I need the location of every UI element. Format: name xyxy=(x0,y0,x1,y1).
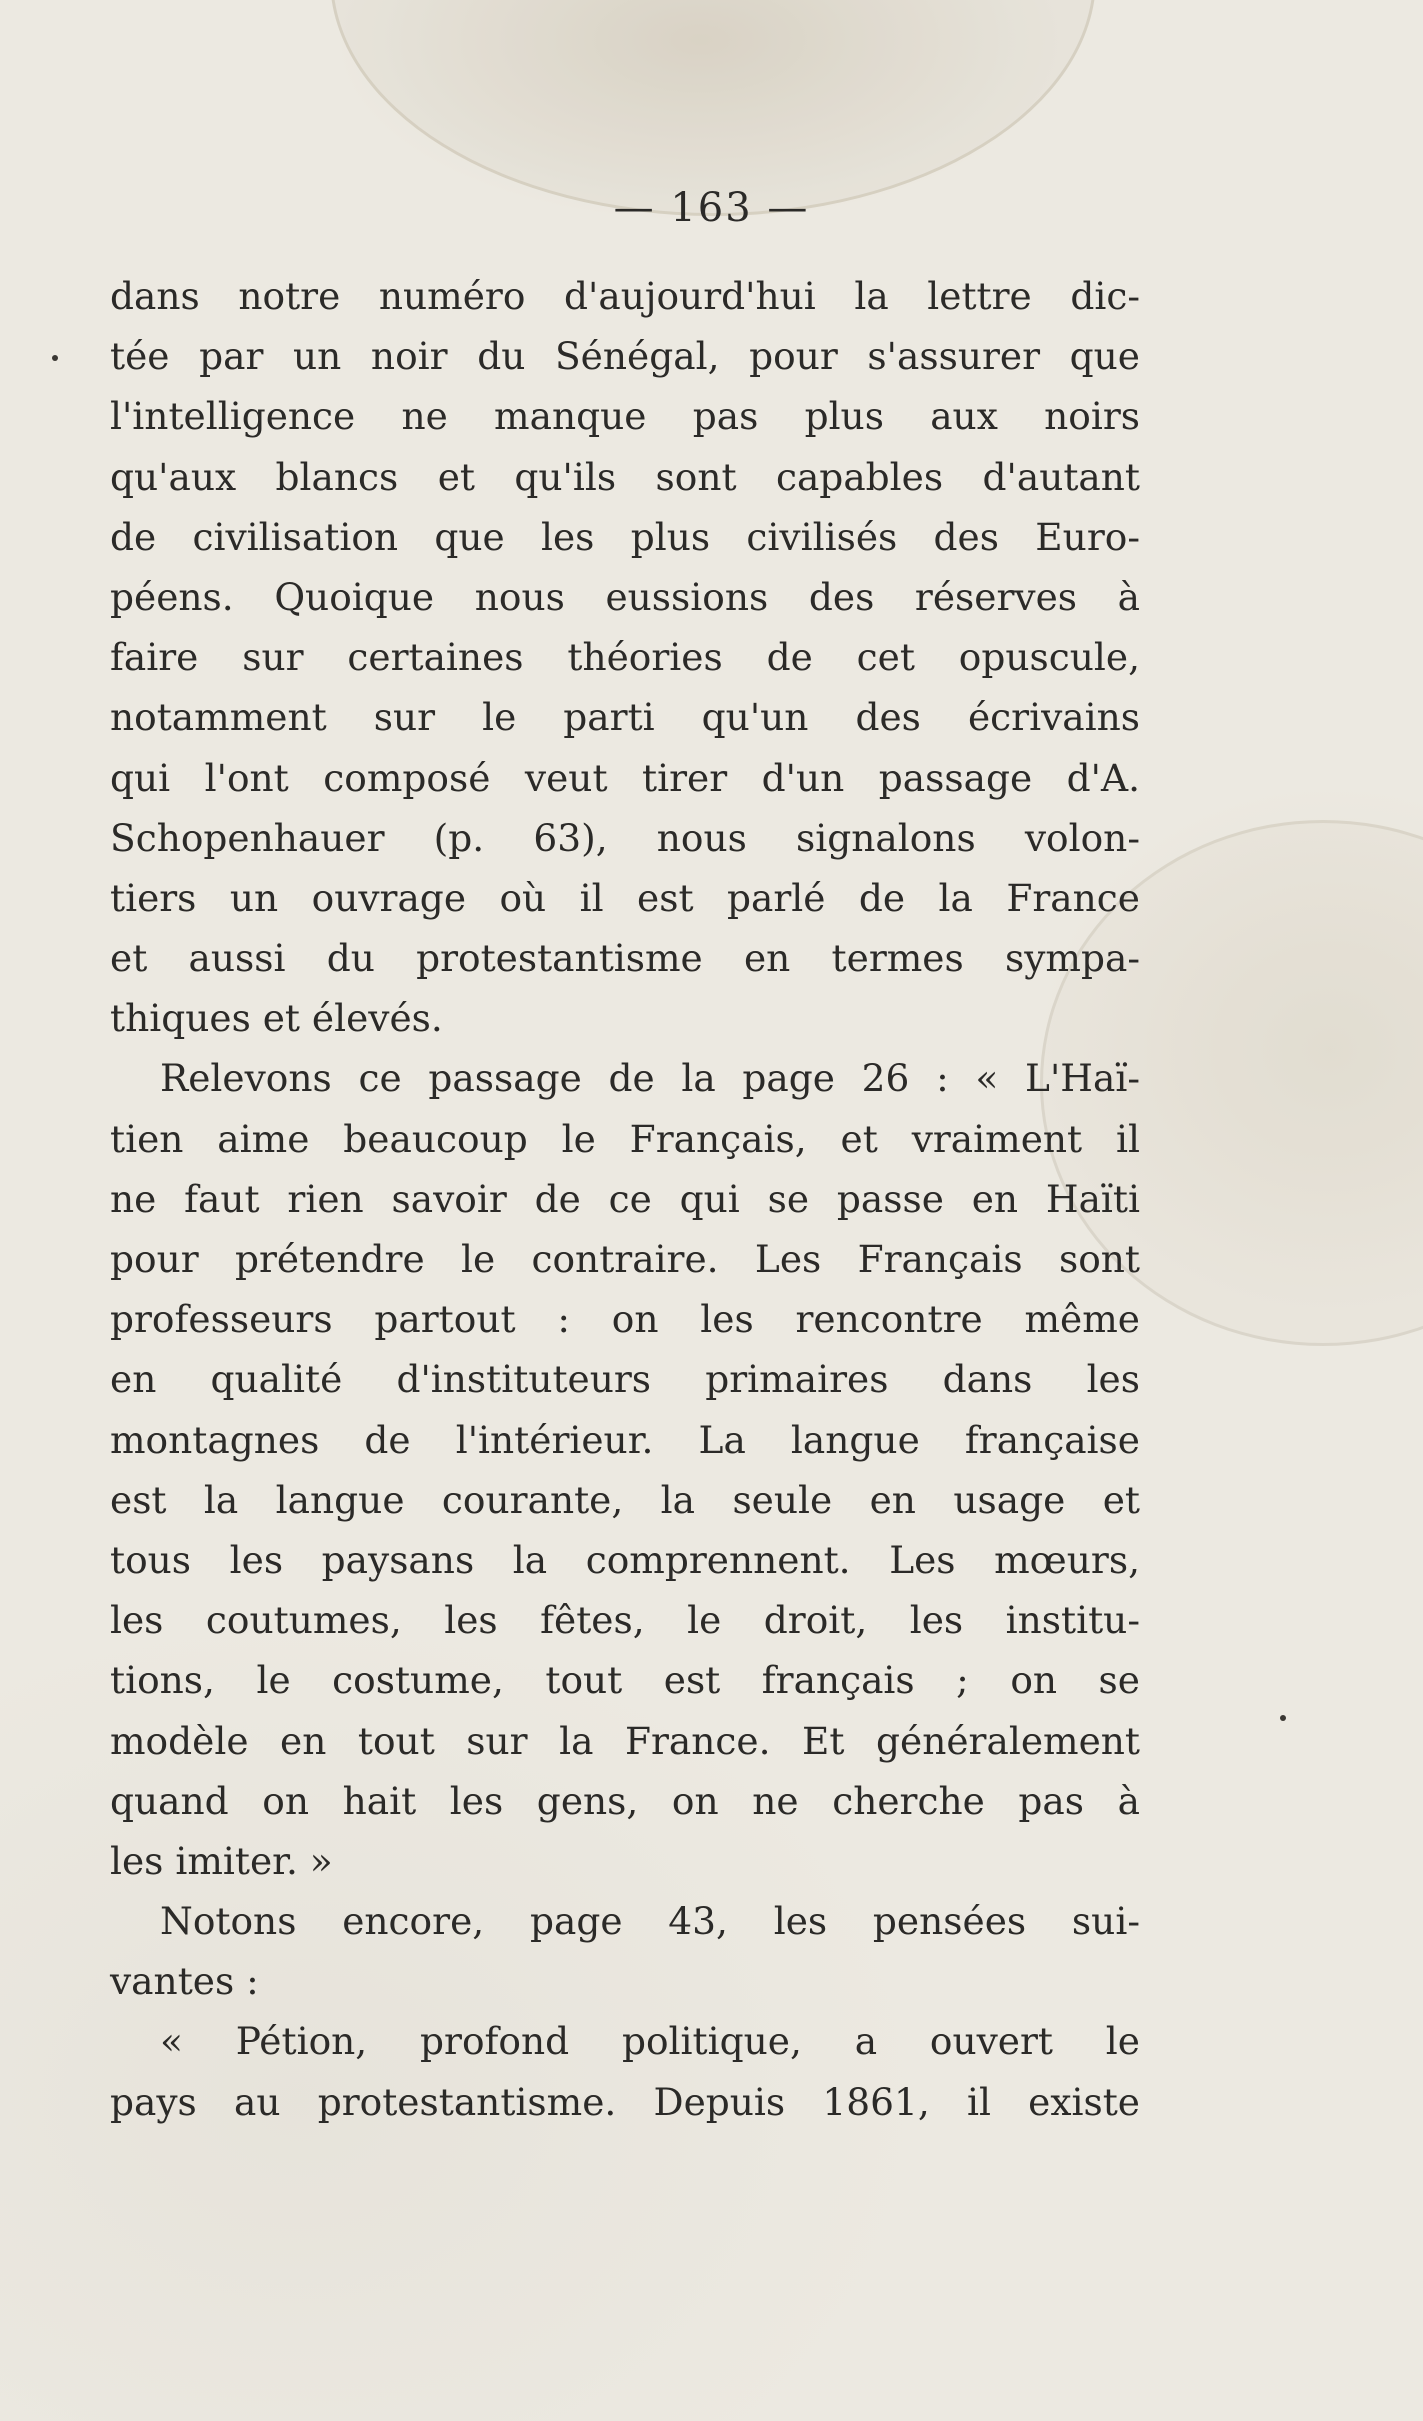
text-line: faire sur certaines théories de cet opuscule, xyxy=(110,635,1140,680)
text-line: Relevons ce passage de la page 26 : « L'Haï- xyxy=(160,1056,1140,1101)
text-line: professeurs partout : on les rencontre même xyxy=(110,1297,1140,1342)
ink-speck xyxy=(52,355,58,361)
text-line: ne faut rien savoir de ce qui se passe en Haïti xyxy=(110,1176,1140,1221)
text-line: tien aime beaucoup le Français, et vraiment il xyxy=(110,1116,1140,1161)
text-line: de civilisation que les plus civilisés des Euro- xyxy=(110,514,1140,559)
body-text xyxy=(110,266,1140,2132)
text-line: vantes : xyxy=(110,1959,259,2004)
text-line: Notons encore, page 43, les pensées sui- xyxy=(160,1899,1140,1944)
text-line: tous les paysans la comprennent. Les mœurs, xyxy=(110,1537,1140,1582)
text-line: quand on hait les gens, on ne cherche pas à xyxy=(110,1778,1140,1823)
text-line: l'intelligence ne manque pas plus aux noirs xyxy=(110,394,1140,439)
text-line: qui l'ont composé veut tirer d'un passage d'A. xyxy=(110,755,1140,800)
ink-speck xyxy=(1280,1715,1286,1721)
text-line: les coutumes, les fêtes, le droit, les institu- xyxy=(110,1598,1140,1643)
text-line: thiques et élevés. xyxy=(110,996,443,1041)
page-number: — 163 — xyxy=(613,185,810,231)
text-line: montagnes de l'intérieur. La langue française xyxy=(110,1417,1140,1462)
text-line: Schopenhauer (p. 63), nous signalons volon- xyxy=(110,815,1140,860)
text-line: péens. Quoique nous eussions des réserves à xyxy=(110,574,1140,619)
text-line: est la langue courante, la seule en usage et xyxy=(110,1477,1140,1522)
text-line: pays au protestantisme. Depuis 1861, il existe xyxy=(110,2079,1140,2124)
text-line: qu'aux blancs et qu'ils sont capables d'autant xyxy=(110,454,1140,499)
text-line: et aussi du protestantisme en termes sympa- xyxy=(110,936,1140,981)
text-line: les imiter. » xyxy=(110,1838,333,1883)
text-line: notamment sur le parti qu'un des écrivains xyxy=(110,695,1140,740)
text-line: tée par un noir du Sénégal, pour s'assurer que xyxy=(110,334,1140,379)
text-line: modèle en tout sur la France. Et généralement xyxy=(110,1718,1140,1763)
paper-stain xyxy=(330,0,1096,216)
text-line: « Pétion, profond politique, a ouvert le xyxy=(160,2019,1140,2064)
text-line: tiers un ouvrage où il est parlé de la France xyxy=(110,875,1140,920)
text-line: pour prétendre le contraire. Les Français sont xyxy=(110,1237,1140,1281)
text-line: en qualité d'instituteurs primaires dans les xyxy=(110,1357,1140,1402)
text-line: dans notre numéro d'aujourd'hui la lettre dic- xyxy=(110,274,1140,318)
text-line: tions, le costume, tout est français ; on se xyxy=(110,1658,1140,1703)
